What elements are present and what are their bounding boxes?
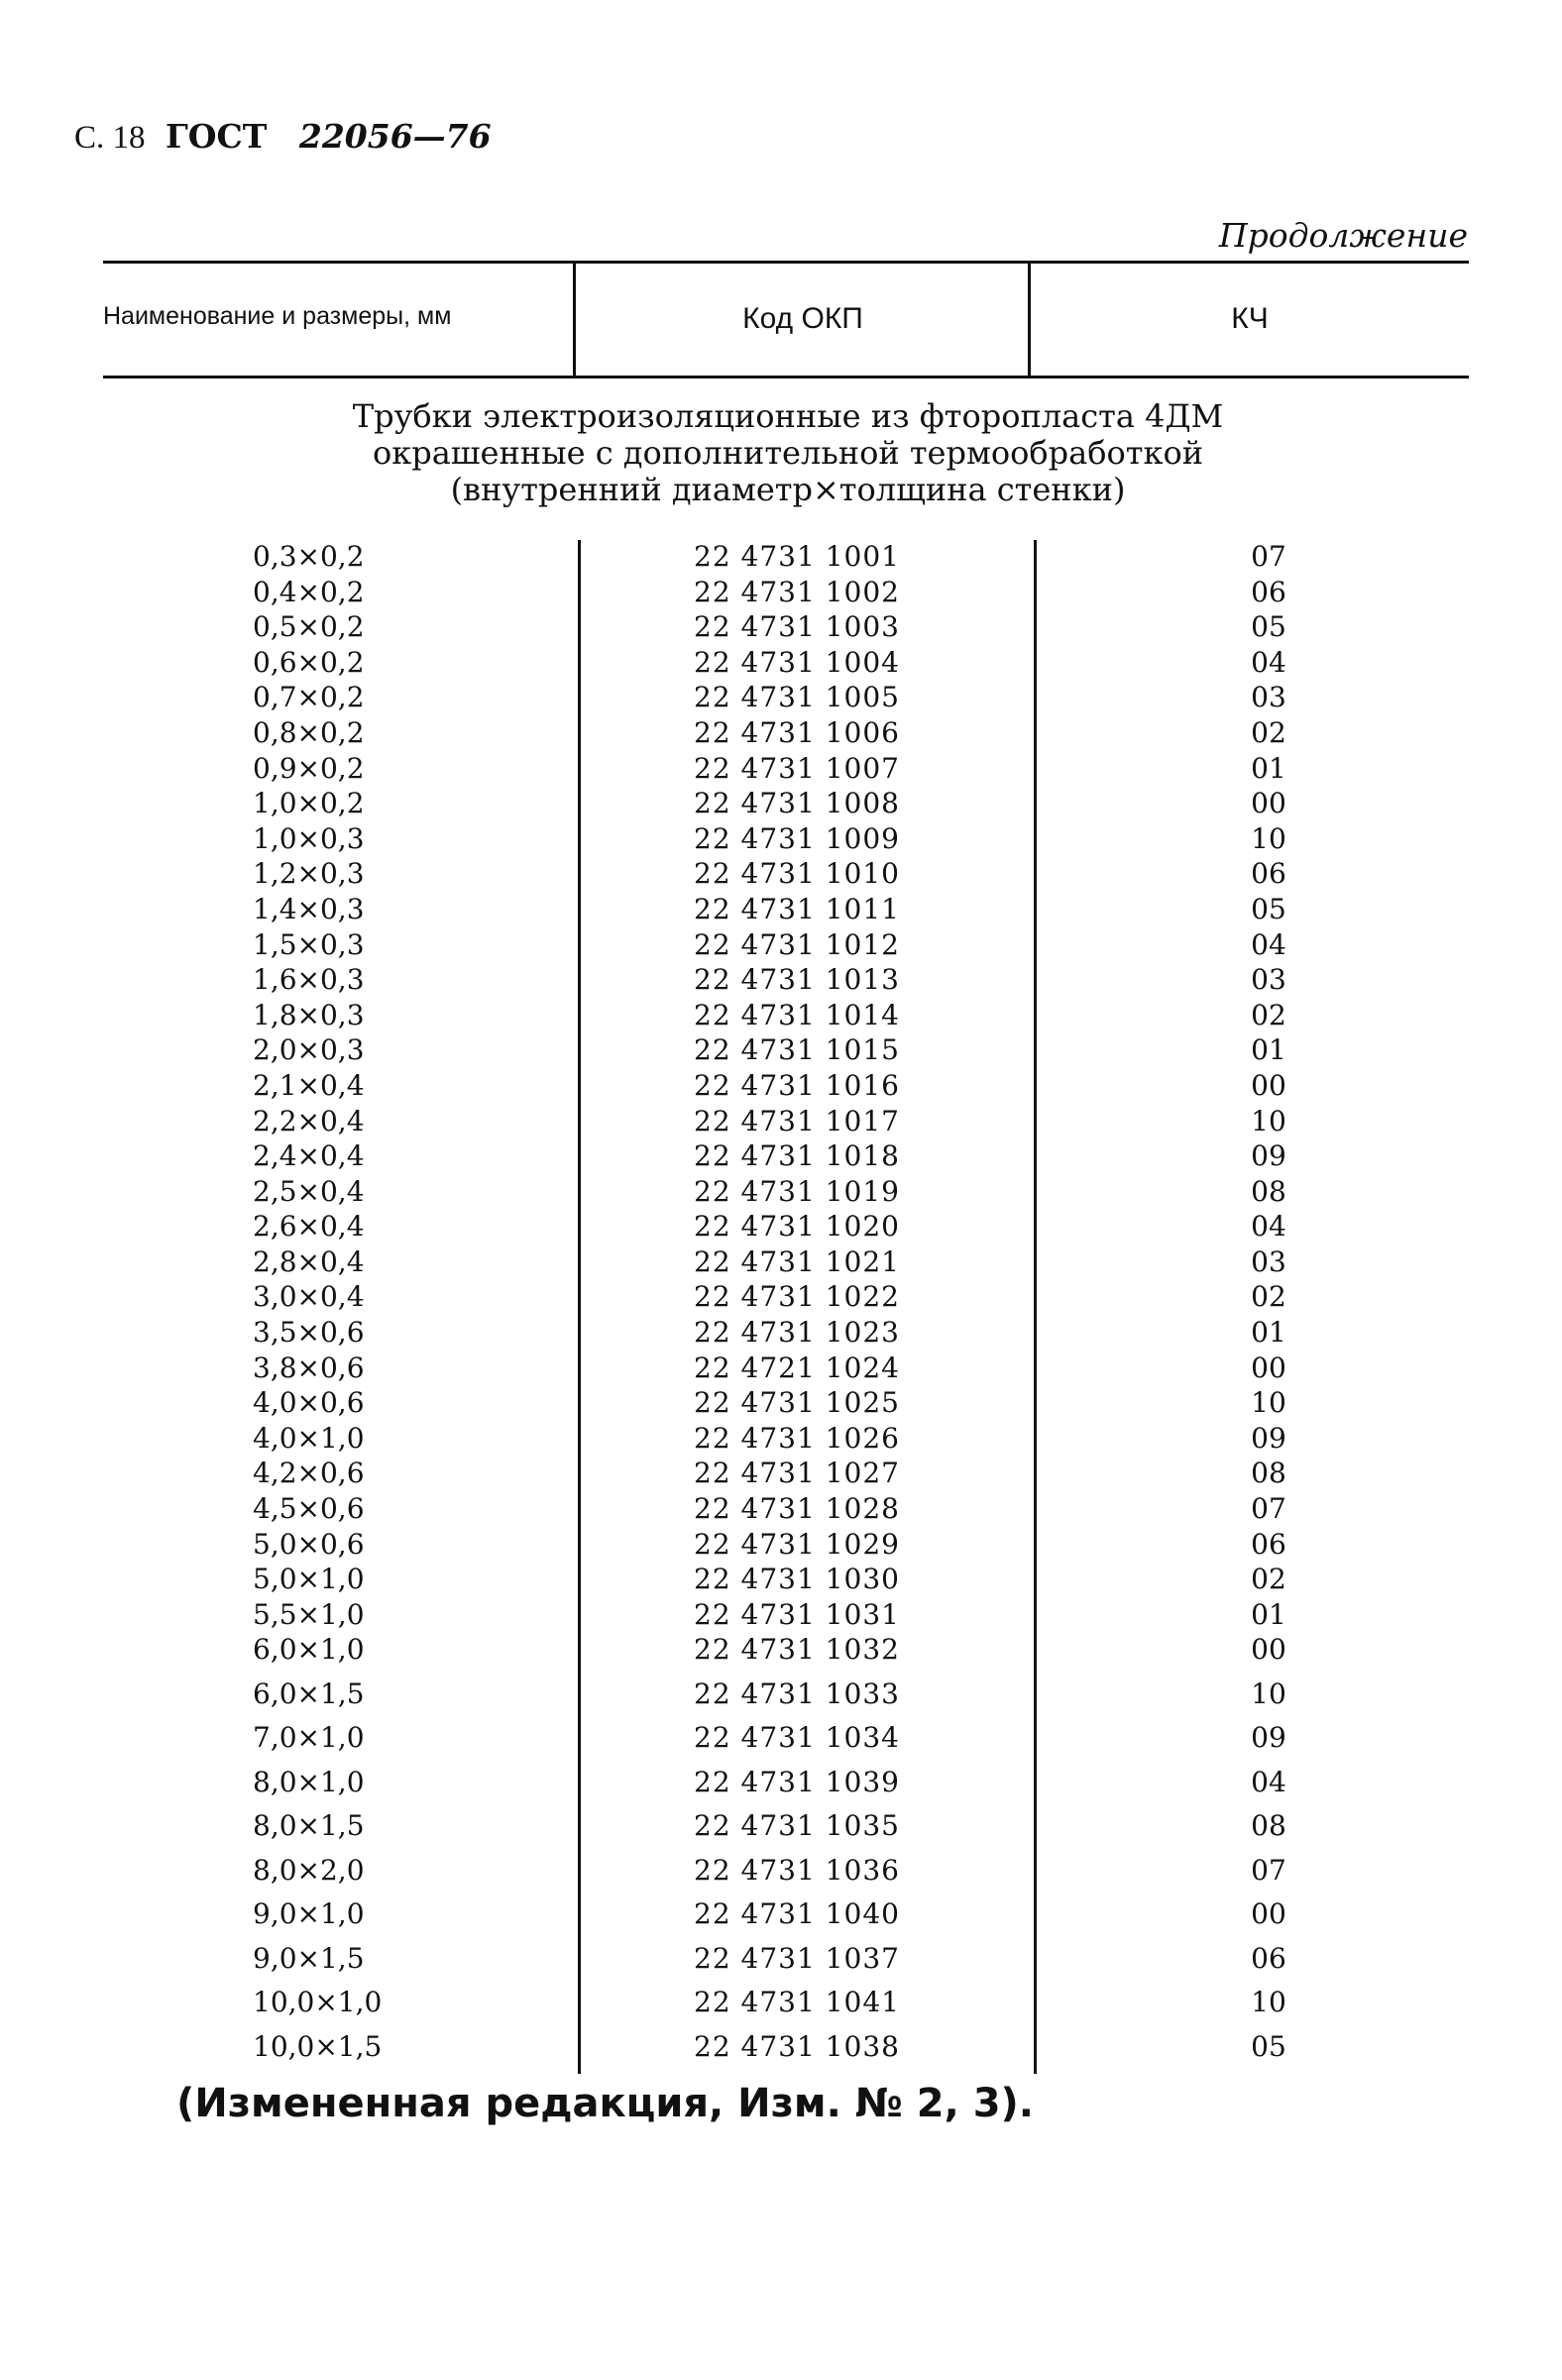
cell-code: 22 4731 1012 — [694, 927, 900, 961]
cell-kch: 10 — [1251, 1386, 1286, 1420]
cell-size: 8,0×2,0 — [253, 1853, 365, 1887]
cell-size: 2,4×0,4 — [253, 1139, 365, 1173]
section-title — [248, 398, 1328, 508]
cell-code: 22 4731 1004 — [694, 645, 900, 679]
cell-size: 6,0×1,5 — [253, 1677, 365, 1710]
cell-size: 0,8×0,2 — [253, 715, 365, 749]
cell-size: 4,2×0,6 — [253, 1457, 365, 1490]
table-row — [0, 1033, 1562, 1069]
gost-label: ГОСТ — [166, 117, 268, 156]
cell-size: 3,8×0,6 — [253, 1351, 365, 1384]
cell-code: 22 4731 1033 — [694, 1677, 900, 1710]
cell-kch: 07 — [1251, 540, 1286, 573]
footer-note: (Измененная редакция, Изм. № 2, 3). — [176, 2081, 1034, 2126]
cell-size: 2,6×0,4 — [253, 1210, 365, 1244]
cell-kch: 10 — [1251, 821, 1286, 855]
cell-code: 22 4731 1002 — [694, 575, 900, 608]
table-row — [0, 1316, 1562, 1352]
cell-kch: 06 — [1251, 857, 1286, 891]
table-row — [0, 2030, 1562, 2075]
table-row — [0, 1766, 1562, 1810]
cell-code: 22 4731 1014 — [694, 998, 900, 1031]
cell-size: 1,4×0,3 — [253, 892, 365, 925]
cell-kch: 04 — [1251, 927, 1286, 961]
table-row — [0, 1598, 1562, 1634]
cell-size: 5,0×1,0 — [253, 1563, 365, 1596]
cell-kch: 00 — [1251, 1351, 1286, 1384]
cell-kch: 00 — [1251, 787, 1286, 820]
cell-kch: 01 — [1251, 1597, 1286, 1631]
cell-kch: 10 — [1251, 1677, 1286, 1710]
cell-kch: 06 — [1251, 1941, 1286, 1975]
section-title-line: окрашенные с дополнительной термообработкой — [372, 434, 1204, 472]
cell-size: 0,5×0,2 — [253, 610, 365, 644]
cell-kch: 06 — [1251, 575, 1286, 608]
table-row — [0, 1280, 1562, 1316]
table-row — [0, 540, 1562, 576]
cell-code: 22 4731 1003 — [694, 610, 900, 644]
cell-size: 9,0×1,0 — [253, 1897, 365, 1931]
cell-code: 22 4731 1038 — [694, 2029, 900, 2063]
cell-size: 9,0×1,5 — [253, 1941, 365, 1975]
cell-kch: 01 — [1251, 1033, 1286, 1067]
table-row — [0, 928, 1562, 964]
table-row — [0, 1677, 1562, 1722]
cell-kch: 02 — [1251, 715, 1286, 749]
header-divider-1 — [573, 264, 576, 376]
cell-code: 22 4731 1027 — [694, 1457, 900, 1490]
table-row — [0, 963, 1562, 999]
cell-kch: 10 — [1251, 1104, 1286, 1137]
cell-size: 1,2×0,3 — [253, 857, 365, 891]
cell-kch: 00 — [1251, 1633, 1286, 1667]
cell-kch: 07 — [1251, 1853, 1286, 1887]
cell-size: 2,8×0,4 — [253, 1244, 365, 1278]
cell-size: 0,3×0,2 — [253, 540, 365, 573]
cell-code: 22 4731 1040 — [694, 1897, 900, 1931]
table-row — [0, 646, 1562, 682]
cell-code: 22 4731 1030 — [694, 1563, 900, 1596]
cell-code: 22 4731 1041 — [694, 1986, 900, 2019]
table-row — [0, 1633, 1562, 1677]
cell-code: 22 4731 1011 — [694, 892, 900, 925]
table-row — [0, 1897, 1562, 1942]
cell-size: 10,0×1,5 — [253, 2029, 383, 2063]
table-top-rule — [103, 261, 1469, 264]
cell-kch: 00 — [1251, 1897, 1286, 1931]
cell-code: 22 4731 1028 — [694, 1492, 900, 1526]
cell-size: 10,0×1,0 — [253, 1986, 383, 2019]
cell-code: 22 4731 1032 — [694, 1633, 900, 1667]
table-row — [0, 1721, 1562, 1766]
cell-size: 2,0×0,3 — [253, 1033, 365, 1067]
column-header-code: Код ОКП — [742, 302, 863, 335]
column-header-kch: КЧ — [1231, 302, 1269, 335]
cell-kch: 07 — [1251, 1492, 1286, 1526]
table-row — [0, 1528, 1562, 1564]
cell-kch: 03 — [1251, 963, 1286, 997]
table-row — [0, 752, 1562, 788]
table-row — [0, 1386, 1562, 1422]
cell-kch: 00 — [1251, 1068, 1286, 1102]
page-number: С. 18 — [74, 120, 146, 156]
cell-code: 22 4731 1009 — [694, 821, 900, 855]
section-title-line: Трубки электроизоляционные из фторопласта 4ДМ — [352, 397, 1224, 435]
cell-code: 22 4731 1018 — [694, 1139, 900, 1173]
cell-kch: 04 — [1251, 645, 1286, 679]
cell-size: 7,0×1,0 — [253, 1721, 365, 1755]
cell-kch: 02 — [1251, 998, 1286, 1031]
cell-size: 1,6×0,3 — [253, 963, 365, 997]
cell-code: 22 4731 1022 — [694, 1280, 900, 1314]
cell-kch: 08 — [1251, 1809, 1286, 1843]
table-row — [0, 681, 1562, 716]
cell-kch: 10 — [1251, 1986, 1286, 2019]
column-header-name: Наименование и размеры, мм — [103, 302, 452, 330]
cell-kch: 05 — [1251, 2029, 1286, 2063]
cell-kch: 04 — [1251, 1210, 1286, 1244]
table-row — [0, 1854, 1562, 1898]
cell-kch: 03 — [1251, 681, 1286, 714]
table-row — [0, 857, 1562, 893]
table-row — [0, 1809, 1562, 1854]
cell-code: 22 4721 1024 — [694, 1351, 900, 1384]
cell-size: 0,7×0,2 — [253, 681, 365, 714]
cell-size: 1,5×0,3 — [253, 927, 365, 961]
cell-code: 22 4731 1013 — [694, 963, 900, 997]
cell-code: 22 4731 1035 — [694, 1809, 900, 1843]
cell-size: 0,6×0,2 — [253, 645, 365, 679]
cell-kch: 01 — [1251, 751, 1286, 785]
cell-size: 4,5×0,6 — [253, 1492, 365, 1526]
cell-code: 22 4731 1037 — [694, 1941, 900, 1975]
table-row — [0, 1069, 1562, 1105]
cell-kch: 08 — [1251, 1457, 1286, 1490]
table-row — [0, 787, 1562, 822]
cell-kch: 03 — [1251, 1244, 1286, 1278]
cell-kch: 09 — [1251, 1421, 1286, 1455]
table-row — [0, 1457, 1562, 1492]
cell-code: 22 4731 1010 — [694, 857, 900, 891]
cell-code: 22 4731 1039 — [694, 1765, 900, 1798]
table-row — [0, 1210, 1562, 1245]
cell-kch: 08 — [1251, 1174, 1286, 1208]
table-row — [0, 576, 1562, 611]
table-row — [0, 1105, 1562, 1140]
cell-code: 22 4731 1006 — [694, 715, 900, 749]
continuation-label: Продолжение — [1218, 216, 1468, 255]
cell-code: 22 4731 1026 — [694, 1421, 900, 1455]
table-row — [0, 610, 1562, 646]
table-row — [0, 1175, 1562, 1211]
table-row — [0, 1139, 1562, 1175]
cell-code: 22 4731 1021 — [694, 1244, 900, 1278]
cell-code: 22 4731 1029 — [694, 1527, 900, 1561]
cell-code: 22 4731 1001 — [694, 540, 900, 573]
cell-size: 3,5×0,6 — [253, 1316, 365, 1350]
table-header-rule — [103, 376, 1469, 379]
cell-kch: 05 — [1251, 610, 1286, 644]
table-row — [0, 1986, 1562, 2030]
cell-size: 1,0×0,3 — [253, 821, 365, 855]
cell-size: 1,0×0,2 — [253, 787, 365, 820]
standard-number: 22056—76 — [298, 117, 492, 156]
table-row — [0, 1422, 1562, 1458]
cell-size: 3,0×0,4 — [253, 1280, 365, 1314]
cell-code: 22 4731 1005 — [694, 681, 900, 714]
table-body — [0, 540, 1562, 2074]
cell-kch: 01 — [1251, 1316, 1286, 1350]
cell-size: 2,5×0,4 — [253, 1174, 365, 1208]
cell-size: 2,1×0,4 — [253, 1068, 365, 1102]
table-row — [0, 822, 1562, 858]
table-row — [0, 716, 1562, 752]
table-row — [0, 1352, 1562, 1387]
cell-code: 22 4731 1008 — [694, 787, 900, 820]
table-row — [0, 1492, 1562, 1528]
cell-size: 2,2×0,4 — [253, 1104, 365, 1137]
cell-kch: 09 — [1251, 1139, 1286, 1173]
table-row — [0, 1563, 1562, 1598]
section-title-line: (внутренний диаметр×толщина стенки) — [450, 471, 1126, 508]
cell-code: 22 4731 1034 — [694, 1721, 900, 1755]
cell-size: 5,0×0,6 — [253, 1527, 365, 1561]
cell-size: 8,0×1,0 — [253, 1765, 365, 1798]
cell-size: 0,9×0,2 — [253, 751, 365, 785]
table-row — [0, 1245, 1562, 1281]
cell-size: 4,0×0,6 — [253, 1386, 365, 1420]
cell-kch: 02 — [1251, 1280, 1286, 1314]
cell-code: 22 4731 1016 — [694, 1068, 900, 1102]
cell-code: 22 4731 1015 — [694, 1033, 900, 1067]
cell-size: 8,0×1,5 — [253, 1809, 365, 1843]
cell-kch: 06 — [1251, 1527, 1286, 1561]
cell-code: 22 4731 1031 — [694, 1597, 900, 1631]
cell-size: 6,0×1,0 — [253, 1633, 365, 1667]
cell-code: 22 4731 1019 — [694, 1174, 900, 1208]
table-row — [0, 1942, 1562, 1987]
cell-kch: 02 — [1251, 1563, 1286, 1596]
cell-code: 22 4731 1025 — [694, 1386, 900, 1420]
cell-size: 4,0×1,0 — [253, 1421, 365, 1455]
cell-code: 22 4731 1020 — [694, 1210, 900, 1244]
cell-code: 22 4731 1023 — [694, 1316, 900, 1350]
cell-size: 5,5×1,0 — [253, 1597, 365, 1631]
table-row — [0, 893, 1562, 928]
cell-code: 22 4731 1007 — [694, 751, 900, 785]
cell-kch: 09 — [1251, 1721, 1286, 1755]
cell-size: 1,8×0,3 — [253, 998, 365, 1031]
cell-code: 22 4731 1036 — [694, 1853, 900, 1887]
page-header — [74, 117, 492, 157]
cell-kch: 04 — [1251, 1765, 1286, 1798]
cell-kch: 05 — [1251, 892, 1286, 925]
cell-code: 22 4731 1017 — [694, 1104, 900, 1137]
cell-size: 0,4×0,2 — [253, 575, 365, 608]
table-row — [0, 999, 1562, 1034]
